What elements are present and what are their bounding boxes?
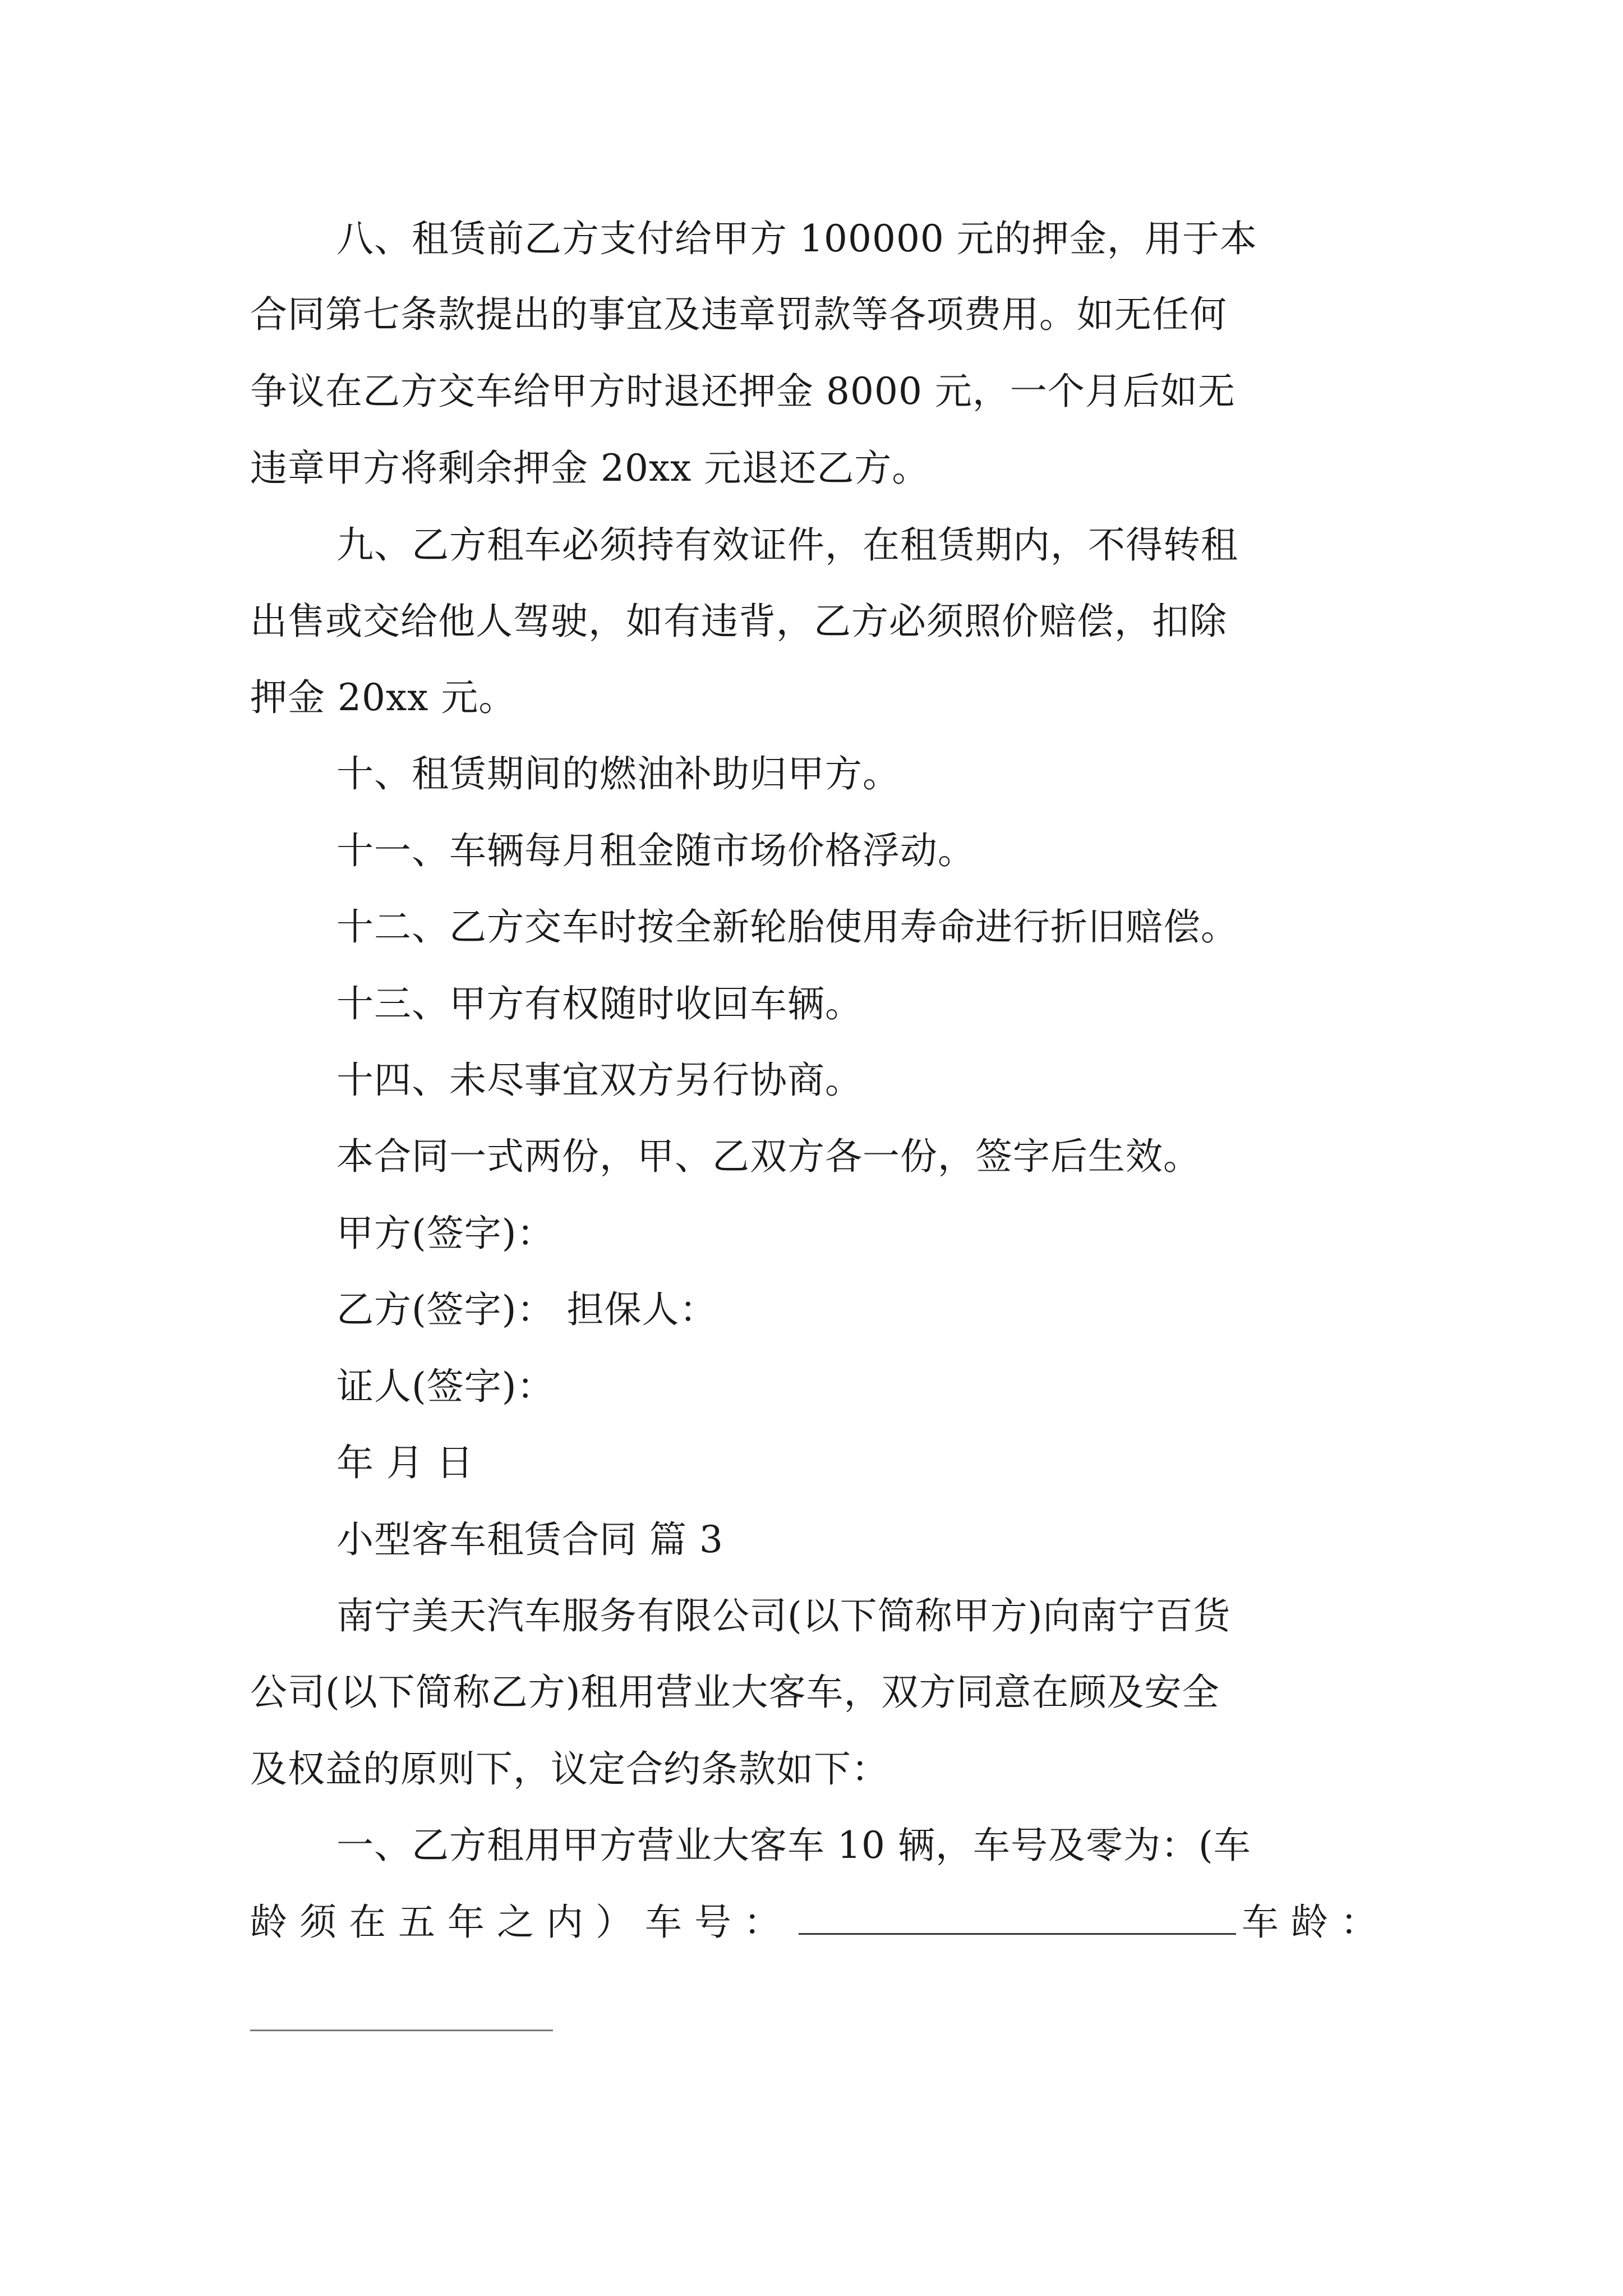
party-b-signature: 乙方(签字)： 担保人： <box>336 1288 717 1331</box>
party-a-signature: 甲方(签字)： <box>336 1212 555 1255</box>
intro-line-3: 及权益的原则下，议定合约条款如下： <box>250 1747 889 1791</box>
clause-1-line-1: 一、乙方租用甲方营业大客车 10 辆，车号及零为：(车 <box>336 1824 1251 1867</box>
clause-8-line-4: 违章甲方将剩余押金 20xx 元退还乙方。 <box>250 447 930 490</box>
clause-1-line-2 <box>250 1899 1390 1945</box>
clause-10: 十、租赁期间的燃油补助归甲方。 <box>336 752 900 795</box>
clause-9-line-2: 出售或交给他人驾驶，如有违背，乙方必须照价赔偿，扣除 <box>250 600 1227 643</box>
clause-1-line-2-suffix: 车龄： <box>1242 1901 1390 1944</box>
clause-8-line-3: 争议在乙方交车给甲方时退还押金 8000 元，一个月后如无 <box>250 370 1235 413</box>
clause-14: 十四、未尽事宜双方另行协商。 <box>336 1059 863 1102</box>
clause-8-line-1: 八、租赁前乙方支付给甲方 100000 元的押金，用于本 <box>336 217 1257 260</box>
intro-line-1: 南宁美天汽车服务有限公司(以下简称甲方)向南宁百货 <box>336 1594 1231 1637</box>
clause-9-line-1: 九、乙方租车必须持有效证件，在租赁期内，不得转租 <box>336 523 1238 567</box>
section-title: 小型客车租赁合同 篇 3 <box>336 1518 723 1561</box>
clause-11: 十一、车辆每月租金随市场价格浮动。 <box>336 829 975 872</box>
clause-9-line-3: 押金 20xx 元。 <box>250 676 517 719</box>
footnote-divider <box>250 2030 553 2031</box>
clause-8-line-2: 合同第七条款提出的事宜及违章罚款等各项费用。如无任何 <box>250 293 1227 336</box>
signature-date: 年 月 日 <box>336 1441 474 1484</box>
clause-12: 十二、乙方交车时按全新轮胎使用寿命进行折旧赔偿。 <box>336 905 1238 949</box>
copies-clause: 本合同一式两份，甲、乙双方各一份，签字后生效。 <box>336 1135 1201 1178</box>
clause-13: 十三、甲方有权随时收回车辆。 <box>336 982 863 1025</box>
witness-signature: 证人(签字)： <box>336 1365 555 1408</box>
intro-line-2: 公司(以下简称乙方)租用营业大客车，双方同意在顾及安全 <box>250 1671 1220 1714</box>
clause-1-line-2-prefix: 龄须在五年之内）车号： <box>250 1901 793 1944</box>
vehicle-number-blank <box>799 1899 1236 1935</box>
